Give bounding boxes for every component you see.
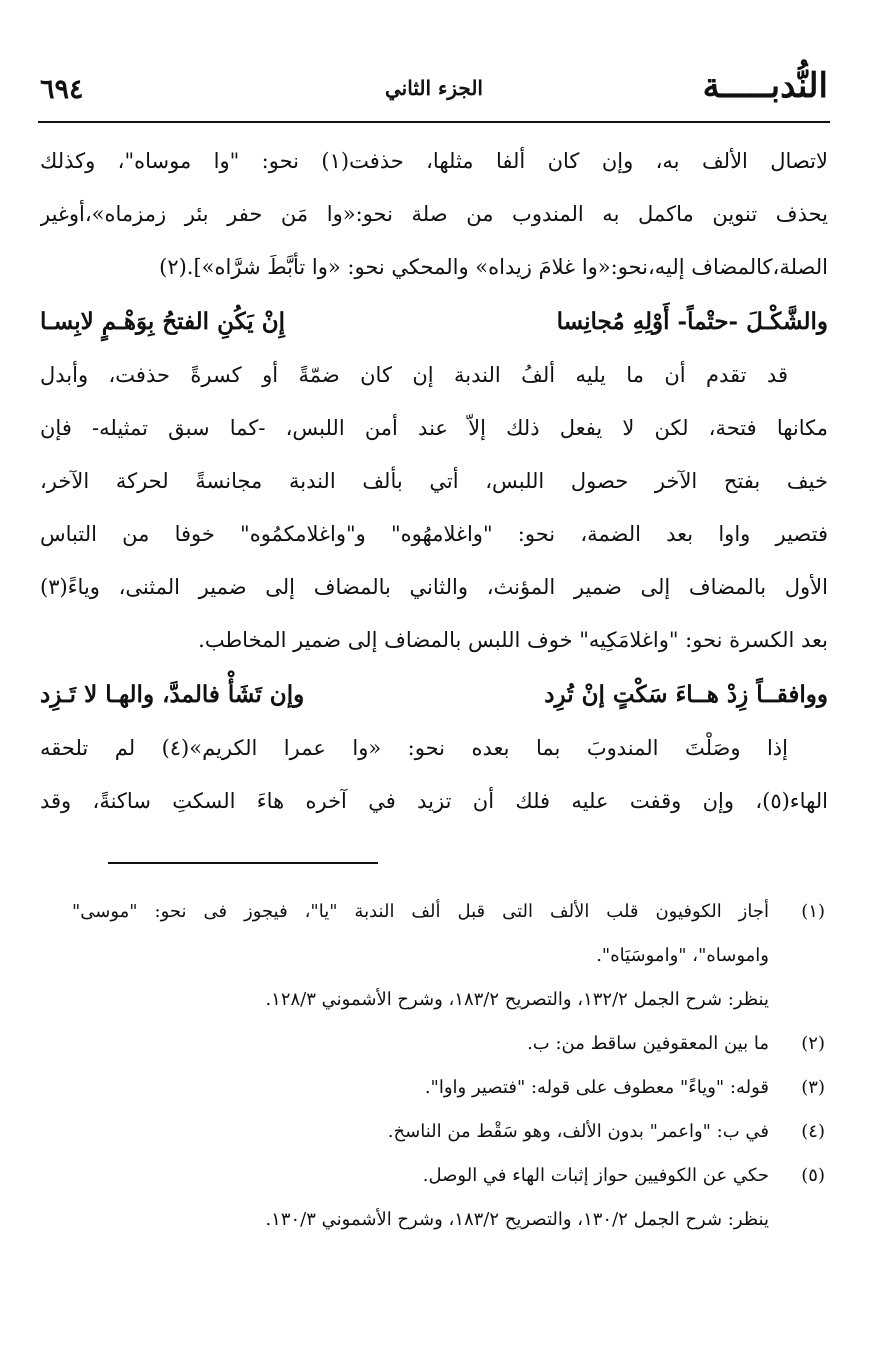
footnote-divider [108, 862, 378, 864]
text-line: قد تقدم أن ما يليه ألفُ الندبة إن كان ضمّةً أو كسرةً حذفت، وأبدل [40, 363, 788, 387]
footnote-line: ما بين المعقوفين ساقط من: ب. [527, 1033, 769, 1054]
text-line: الهاء(٥)، وإن وقفت عليه فلك أن تزيد في آخره هاءَ السكتِ ساكنةً، وقد [40, 789, 828, 813]
footnote [72, 890, 825, 1022]
verse-hemistich: والشَّكْـلَ -حتْماً- أَوْلِهِ مُجانِسا [556, 308, 828, 335]
footnotes [72, 890, 825, 1242]
footnote-number: (٤) [801, 1121, 825, 1142]
text-line: فتصير واوا بعد الضمة، نحو: "واغلامهُوه" و"واغلامكمُوه" خوفا من التباس [40, 522, 828, 546]
footnote-line: في ب: "واعمر" بدون الألف، وهو سَقْط من الناسخ. [387, 1121, 769, 1142]
page-number: ٦٩٤ [40, 74, 84, 105]
footnote-line: ينظر: شرح الجمل ١٣٠/٢، والتصريح ١٨٣/٢، وشرح الأشموني ١٣٠/٣. [265, 1209, 769, 1230]
running-header [40, 62, 828, 120]
footnote [72, 1154, 825, 1242]
footnote-number: (٣) [801, 1077, 825, 1098]
footnote-number: (١) [801, 901, 825, 922]
verse-hemistich: وإن تَشَأْ فالمدَّ، والهـا لا تَـزِد [40, 681, 305, 708]
text-line: يحذف تنوين ماكمل به المندوب من صلة نحو:«وا مَن حفر بئر زمزماه»،أوغير [40, 202, 828, 226]
footnote-number: (٥) [801, 1165, 825, 1186]
verse-line [40, 667, 828, 722]
text-line: الأول بالمضاف إلى ضمير المؤنث، والثاني بالمضاف إلى ضمير المثنى، وياءً(٣) [40, 575, 828, 599]
footnote [72, 1066, 825, 1110]
verse-line [40, 294, 828, 349]
footnote-line: حكي عن الكوفيين حواز إثبات الهاء في الوصل. [422, 1165, 769, 1186]
header-divider [38, 121, 830, 123]
verse-hemistich: إِنْ يَكُنِ الفتحُ بِوَهْـمٍ لابِسـا [40, 308, 285, 335]
main-text [40, 135, 828, 828]
text-line: خيف بفتح الآخر حصول اللبس، أتي بألف الندبة مجانسةً لحركة الآخر، [40, 469, 828, 493]
text-line: مكانها فتحة، لكن لا يفعل ذلك إلاّ عند أمن اللبس، -كما سبق تمثيله- فإن [40, 416, 828, 440]
footnote-line: واموساه"، "واموسَيَاه". [596, 945, 769, 966]
text-line: الصلة،كالمضاف إليه،نحو:«وا غلامَ زيداه» والمحكي نحو: «وا تأبَّطَ شرَّاه»].(٢) [159, 255, 828, 279]
part-label: الجزء الثاني [385, 76, 483, 100]
text-line: إذا وصَلْتَ المندوبَ بما بعده نحو: «وا عمرا الكريم»(٤) لم تلحقه [40, 736, 788, 760]
text-line: لاتصال الألف به، وإن كان ألفا مثلها، حذفت(١) نحو: "وا موساه"، وكذلك [40, 149, 828, 173]
footnote-number: (٢) [801, 1033, 825, 1054]
text-line: بعد الكسرة نحو: "واغلامَكِيه" خوف اللبس بالمضاف إلى ضمير المخاطب. [198, 628, 828, 652]
footnote-line: قوله: "وياءً" معطوف على قوله: "فتصير واوا". [424, 1077, 769, 1098]
chapter-title: النُّدبـــــة [702, 66, 828, 106]
verse-hemistich: ووافقــاً زِدْ هــاءَ سَكْتٍ إنْ تُرِد [544, 681, 828, 708]
footnote-line: أجاز الكوفيون قلب الألف التى قبل ألف الندبة "يا"، فيجوز فى نحو: "موسى" [72, 901, 769, 922]
footnote-line: ينظر: شرح الجمل ١٣٢/٢، والتصريح ١٨٣/٢، وشرح الأشموني ١٢٨/٣. [265, 989, 769, 1010]
footnote [72, 1110, 825, 1154]
footnote [72, 1022, 825, 1066]
